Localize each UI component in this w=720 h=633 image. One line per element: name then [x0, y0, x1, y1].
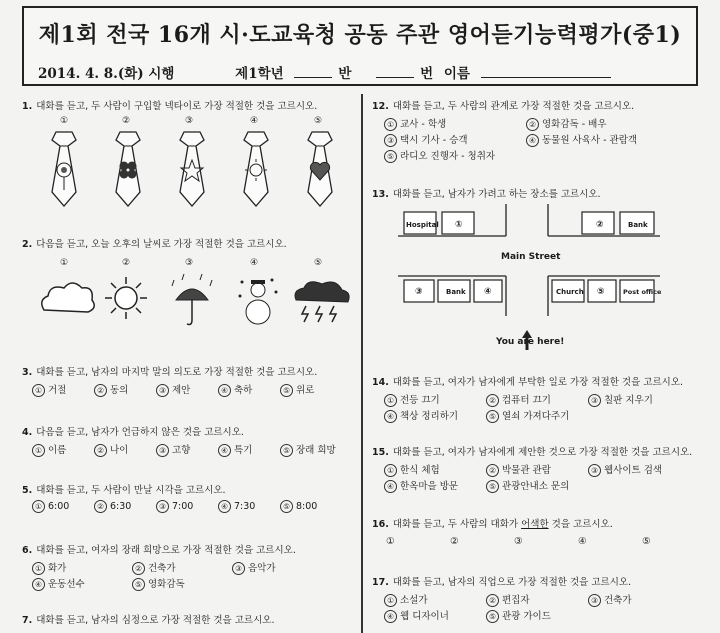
question-text: 대화를 듣고, 남자의 심정으로 가장 적절한 것을 고르시오. — [36, 615, 275, 626]
option-text: 7:30 — [234, 501, 256, 512]
map-label: Bank — [446, 288, 466, 296]
tie-clover-icon[interactable] — [116, 132, 140, 206]
option-text: 동의 — [110, 385, 129, 396]
tie-flower-icon[interactable] — [52, 132, 76, 206]
option-3[interactable] — [588, 592, 632, 607]
option-label[interactable]: ① — [60, 116, 69, 126]
option-text: 나이 — [110, 445, 129, 456]
exam-title: 제1회 전국 16개 시·도교육청 공동 주관 영어듣기능력평가(중1) — [38, 22, 682, 48]
question-4 — [22, 424, 244, 438]
option-3[interactable]: ③ — [514, 536, 523, 547]
option-text: 관광 가이드 — [502, 611, 551, 622]
option-label[interactable]: ② — [122, 116, 131, 126]
question-text: 것을 고르시오. — [548, 519, 613, 530]
question-text: 대화를 듣고, 남자가 가려고 하는 장소를 고르시오. — [392, 189, 601, 200]
cloud-icon[interactable] — [42, 283, 95, 312]
circled-number: ③ — [156, 384, 169, 397]
map-label: Hospital — [406, 221, 439, 229]
exam-info-line — [38, 62, 686, 82]
option-2[interactable] — [132, 560, 176, 575]
option-2[interactable] — [94, 442, 128, 457]
question-number: 2. — [22, 239, 33, 250]
circled-number: ① — [384, 394, 397, 407]
circled-number: ① — [384, 464, 397, 477]
option-4[interactable]: ④ — [578, 536, 587, 547]
circled-number: ③ — [156, 444, 169, 457]
question-text: 다음을 듣고, 남자가 언급하지 않은 것을 고르시오. — [36, 427, 244, 438]
question-12 — [372, 98, 634, 112]
option-text: 건축가 — [148, 563, 176, 574]
tie-options — [40, 128, 350, 210]
option-5[interactable] — [280, 500, 317, 513]
option-1[interactable] — [384, 116, 446, 131]
question-16 — [372, 516, 613, 530]
option-text: 거절 — [48, 385, 67, 396]
question-3 — [22, 364, 317, 378]
circled-number: ③ — [588, 394, 601, 407]
circled-number: ③ — [588, 594, 601, 607]
circled-number: ⑤ — [280, 384, 293, 397]
street-name: Main Street — [501, 252, 561, 262]
option-text: 8:00 — [296, 501, 318, 512]
circled-number: ① — [384, 594, 397, 607]
option-label[interactable]: ⑤ — [314, 116, 323, 126]
tie-heart-icon[interactable] — [308, 132, 332, 206]
option-5[interactable] — [384, 148, 495, 163]
option-text: 축하 — [234, 385, 253, 396]
weather-options — [34, 270, 354, 332]
option-1[interactable] — [384, 592, 428, 607]
class-blank[interactable] — [294, 65, 332, 78]
question-2 — [22, 236, 287, 250]
option-text: 박물관 관람 — [502, 465, 551, 476]
exam-date: 2014. 4. 8.(화) 시행 — [38, 66, 175, 82]
circled-number: ① — [384, 118, 397, 131]
circled-number: ④ — [218, 444, 231, 457]
option-1[interactable] — [384, 392, 440, 407]
circled-number: ② — [94, 384, 107, 397]
circled-number: ⑤ — [486, 610, 499, 623]
option-2[interactable] — [94, 500, 131, 513]
circled-number: ② — [132, 562, 145, 575]
option-text: 특기 — [234, 445, 253, 456]
option-4[interactable] — [218, 442, 252, 457]
option-label[interactable]: ④ — [250, 116, 259, 126]
option-5[interactable] — [486, 608, 551, 623]
umbrella-rain-icon[interactable] — [172, 274, 212, 325]
option-3[interactable] — [156, 382, 190, 397]
option-text: 영화감독 - 배우 — [542, 119, 607, 130]
option-text: 웹사이트 검색 — [604, 465, 663, 476]
question-text: 대화를 듣고, 여자가 남자에게 제안한 것으로 가장 적절한 것을 고르시오. — [392, 447, 693, 458]
question-number: 17. — [372, 577, 389, 588]
circled-number: ① — [32, 562, 45, 575]
circled-number: ② — [94, 444, 107, 457]
option-text: 편집자 — [502, 595, 530, 606]
option-5[interactable]: ⑤ — [642, 536, 651, 547]
question-text: 대화를 듣고, 남자의 직업으로 가장 적절한 것을 고르시오. — [392, 577, 632, 588]
option-label[interactable]: ② — [122, 258, 131, 268]
option-3[interactable] — [156, 500, 193, 513]
option-text: 교사 - 학생 — [400, 119, 447, 130]
map-label: Bank — [628, 221, 648, 229]
map-label: Post office — [623, 288, 662, 296]
option-4[interactable] — [384, 408, 458, 423]
option-3[interactable] — [384, 132, 468, 147]
option-text: 웹 디자이너 — [400, 611, 449, 622]
option-text: 책상 정리하기 — [400, 411, 459, 422]
circled-number: ③ — [156, 500, 169, 513]
question-text: 대화를 듣고, 두 사람이 만날 시각을 고르시오. — [36, 485, 226, 496]
question-number: 13. — [372, 189, 389, 200]
circled-number: ④ — [384, 480, 397, 493]
map-label: ④ — [484, 287, 492, 297]
question-text: 대화를 듣고, 남자의 마지막 말의 의도로 가장 적절한 것을 고르시오. — [36, 367, 318, 378]
circled-number: ④ — [526, 134, 539, 147]
class-label: 반 — [338, 66, 352, 82]
circled-number: ② — [486, 464, 499, 477]
number-blank[interactable] — [376, 65, 414, 78]
circled-number: ③ — [588, 464, 601, 477]
question-number: 15. — [372, 447, 389, 458]
question-17 — [372, 574, 631, 588]
option-text: 이름 — [48, 445, 67, 456]
option-2[interactable] — [486, 392, 551, 407]
option-1[interactable] — [32, 560, 66, 575]
option-4[interactable] — [384, 478, 458, 493]
question-number: 6. — [22, 545, 33, 556]
circled-number: ③ — [232, 562, 245, 575]
circled-number: ⑤ — [486, 410, 499, 423]
option-5[interactable] — [486, 408, 569, 423]
option-text: 컴퓨터 끄기 — [502, 395, 551, 406]
question-13 — [372, 186, 601, 200]
option-4[interactable] — [526, 132, 637, 147]
circled-number: ① — [32, 444, 45, 457]
tie-star-icon[interactable] — [180, 132, 204, 206]
map-label: ② — [596, 220, 604, 230]
option-2[interactable]: ② — [450, 536, 459, 547]
question-text: 대화를 듣고, 두 사람이 구입할 넥타이로 가장 적절한 것을 고르시오. — [36, 101, 318, 112]
option-1[interactable] — [32, 382, 66, 397]
option-text: 7:00 — [172, 501, 194, 512]
option-text: 장래 희망 — [296, 445, 336, 456]
circled-number: ⑤ — [280, 444, 293, 457]
question-5 — [22, 482, 226, 496]
option-1[interactable] — [32, 442, 66, 457]
option-text: 제안 — [172, 385, 191, 396]
you-are-here-label: You are here! — [496, 337, 565, 347]
option-label[interactable]: ⑤ — [314, 258, 323, 268]
circled-number: ② — [94, 500, 107, 513]
option-4[interactable] — [218, 382, 252, 397]
circled-number: ⑤ — [486, 480, 499, 493]
option-text: 열쇠 가져다주기 — [502, 411, 570, 422]
map-label: Church — [556, 288, 584, 296]
circled-number: ④ — [32, 578, 45, 591]
question-text: 다음을 듣고, 오늘 오후의 날씨로 가장 적절한 것을 고르시오. — [36, 239, 287, 250]
map-label: ① — [455, 220, 463, 230]
option-text: 동물원 사육사 - 관람객 — [542, 135, 638, 146]
option-text: 관광안내소 문의 — [502, 481, 570, 492]
question-text: 대화를 듣고, 여자의 장래 희망으로 가장 적절한 것을 고르시오. — [36, 545, 296, 556]
circled-number: ④ — [384, 610, 397, 623]
header-box — [22, 6, 698, 86]
snowman-icon[interactable] — [239, 279, 278, 325]
option-2[interactable] — [486, 592, 530, 607]
option-label[interactable]: ④ — [250, 258, 259, 268]
question-number: 1. — [22, 101, 33, 112]
option-2[interactable] — [486, 462, 551, 477]
question-15 — [372, 444, 692, 458]
option-5[interactable] — [132, 576, 185, 591]
option-text: 건축가 — [604, 595, 632, 606]
option-5[interactable] — [280, 382, 314, 397]
option-3[interactable] — [232, 560, 276, 575]
option-3[interactable] — [588, 462, 662, 477]
thunderstorm-icon[interactable] — [295, 282, 349, 322]
option-text: 전등 끄기 — [400, 395, 440, 406]
option-1[interactable] — [384, 462, 440, 477]
question-text: 대화를 듣고, 여자가 남자에게 부탁한 일로 가장 적절한 것을 고르시오. — [392, 377, 684, 388]
option-3[interactable] — [588, 392, 653, 407]
option-5[interactable] — [486, 478, 569, 493]
question-1 — [22, 98, 317, 112]
circled-number: ④ — [218, 384, 231, 397]
question-number: 7. — [22, 615, 33, 626]
tie-sun-icon[interactable] — [244, 132, 268, 206]
option-text: 택시 기사 - 승객 — [400, 135, 468, 146]
name-label: 이름 — [443, 66, 470, 82]
option-text: 음악가 — [248, 563, 276, 574]
circled-number: ① — [32, 384, 45, 397]
option-text: 한옥마을 방문 — [400, 481, 459, 492]
option-5[interactable] — [280, 442, 336, 457]
option-3[interactable] — [156, 442, 190, 457]
question-14 — [372, 374, 683, 388]
option-text: 영화감독 — [148, 579, 185, 590]
circled-number: ⑤ — [132, 578, 145, 591]
option-label[interactable]: ③ — [185, 258, 194, 268]
column-divider — [361, 94, 363, 633]
option-label[interactable]: ① — [60, 258, 69, 268]
question-number: 3. — [22, 367, 33, 378]
option-4[interactable] — [384, 608, 449, 623]
number-label: 번 — [420, 66, 434, 82]
circled-number: ⑤ — [280, 500, 293, 513]
question-text: 대화를 듣고, 두 사람의 대화가 — [392, 519, 522, 530]
question-number: 5. — [22, 485, 33, 496]
option-4[interactable] — [32, 576, 85, 591]
option-text: 고향 — [172, 445, 191, 456]
map-label: ③ — [415, 287, 423, 297]
circled-number: ② — [526, 118, 539, 131]
option-text: 라디오 진행자 - 청취자 — [400, 151, 496, 162]
option-2[interactable] — [526, 116, 607, 131]
option-text: 위로 — [296, 385, 315, 396]
option-text: 한식 체험 — [400, 465, 440, 476]
option-2[interactable] — [94, 382, 128, 397]
option-1[interactable] — [32, 500, 69, 513]
option-1[interactable]: ① — [386, 536, 395, 547]
question-text: 대화를 듣고, 두 사람의 관계로 가장 적절한 것을 고르시오. — [392, 101, 635, 112]
circled-number: ① — [32, 500, 45, 513]
circled-number: ③ — [384, 134, 397, 147]
circled-number: ④ — [218, 500, 231, 513]
option-text: 6:00 — [48, 501, 70, 512]
circled-number: ② — [486, 394, 499, 407]
question-number: 16. — [372, 519, 389, 530]
option-4[interactable] — [218, 500, 255, 513]
option-text: 6:30 — [110, 501, 132, 512]
option-label[interactable]: ③ — [185, 116, 194, 126]
grade-label: 제1학년 — [235, 66, 284, 82]
option-text: 소설가 — [400, 595, 428, 606]
question-number: 12. — [372, 101, 389, 112]
option-text: 칠판 지우기 — [604, 395, 653, 406]
question-7 — [22, 612, 274, 626]
circled-number: ⑤ — [384, 150, 397, 163]
option-text: 운동선수 — [48, 579, 85, 590]
circled-number: ④ — [384, 410, 397, 423]
map-label: ⑤ — [597, 287, 605, 297]
sun-icon[interactable] — [105, 277, 147, 319]
name-blank[interactable] — [481, 65, 611, 78]
question-text-underlined: 어색한 — [521, 519, 549, 530]
circled-number: ② — [486, 594, 499, 607]
question-number: 14. — [372, 377, 389, 388]
question-6 — [22, 542, 296, 556]
question-number: 4. — [22, 427, 33, 438]
option-text: 화가 — [48, 563, 67, 574]
